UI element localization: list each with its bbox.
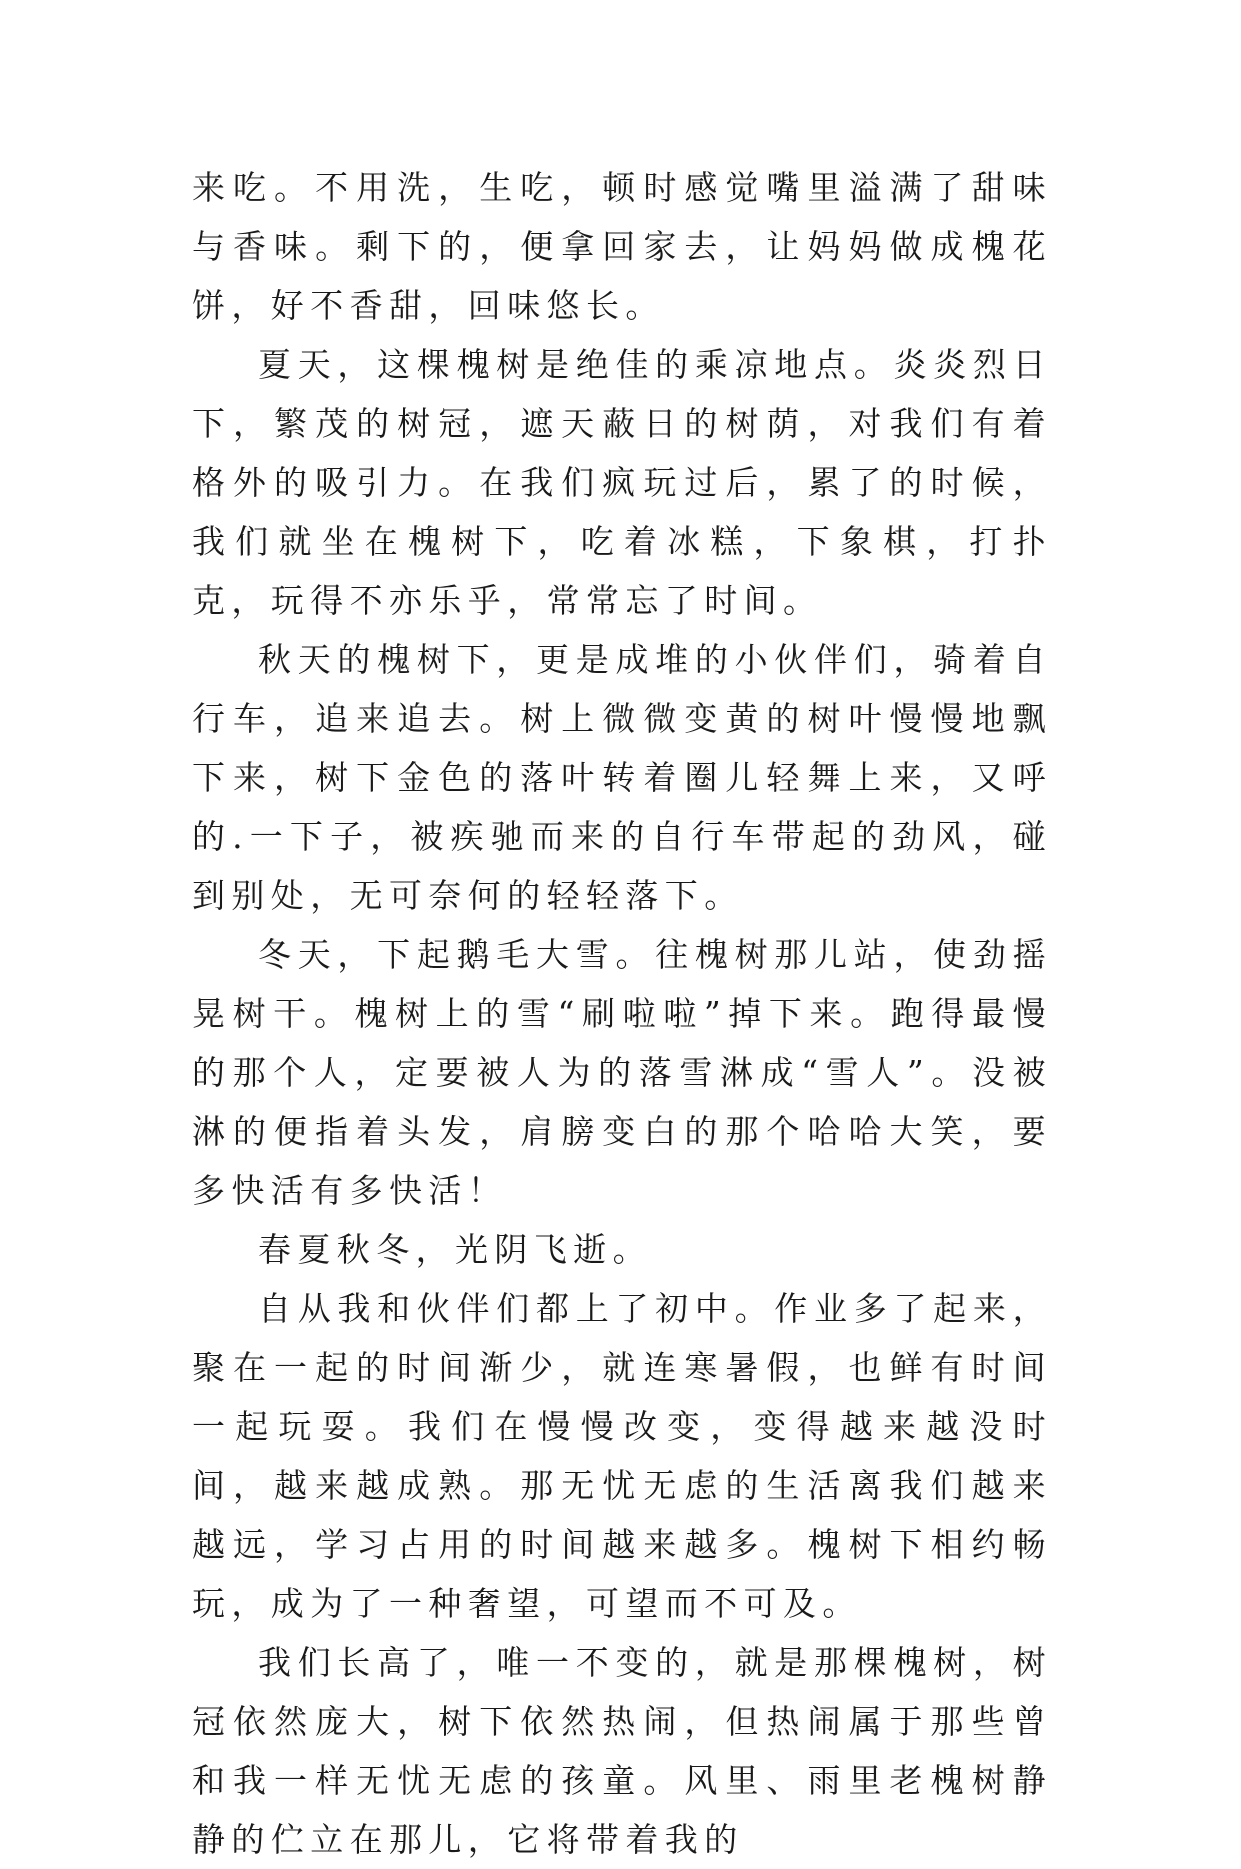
paragraph-6: 自从我和伙伴们都上了初中。作业多了起来，聚在一起的时间渐少，就连寒暑假，也鲜有时间一起玩耍。我们在慢慢改变，变得越来越没时间，越来越成熟。那无忧无虑的生活离我们越来越远，学习占用的时间越来越多。槐树下相约畅玩，成为了一种奢望，可望而不可及。	[192, 1289, 1052, 1623]
paragraph-1: 来吃。不用洗，生吃，顿时感觉嘴里溢满了甜味与香味。剩下的，便拿回家去，让妈妈做成槐花饼，好不香甜，回味悠长。	[192, 168, 1052, 325]
paragraph-2: 夏天，这棵槐树是绝佳的乘凉地点。炎炎烈日下，繁茂的树冠，遮天蔽日的树荫，对我们有着格外的吸引力。在我们疯玩过后，累了的时候，我们就坐在槐树下，吃着冰糕，下象棋，打扑克，玩得不亦乐乎，常常忘了时间。	[192, 345, 1052, 620]
paragraph-3: 秋天的槐树下，更是成堆的小伙伴们，骑着自行车，追来追去。树上微微变黄的树叶慢慢地飘下来，树下金色的落叶转着圈儿轻舞上来，又呼的.一下子，被疾驰而来的自行车带起的劲风，碰到别处，无可奈何的轻轻落下。	[192, 640, 1052, 915]
document-page	[192, 158, 1052, 1869]
paragraph-7: 我们长高了，唯一不变的，就是那棵槐树，树冠依然庞大，树下依然热闹，但热闹属于那些曾和我一样无忧无虑的孩童。风里、雨里老槐树静静的伫立在那儿，它将带着我的	[192, 1643, 1052, 1859]
paragraph-4: 冬天，下起鹅毛大雪。往槐树那儿站，使劲摇晃树干。槐树上的雪“刷啦啦”掉下来。跑得最慢的那个人，定要被人为的落雪淋成“雪人”。没被淋的便指着头发，肩膀变白的那个哈哈大笑，要多快活有多快活！	[192, 935, 1052, 1210]
paragraph-5: 春夏秋冬，光阴飞逝。	[258, 1230, 652, 1269]
